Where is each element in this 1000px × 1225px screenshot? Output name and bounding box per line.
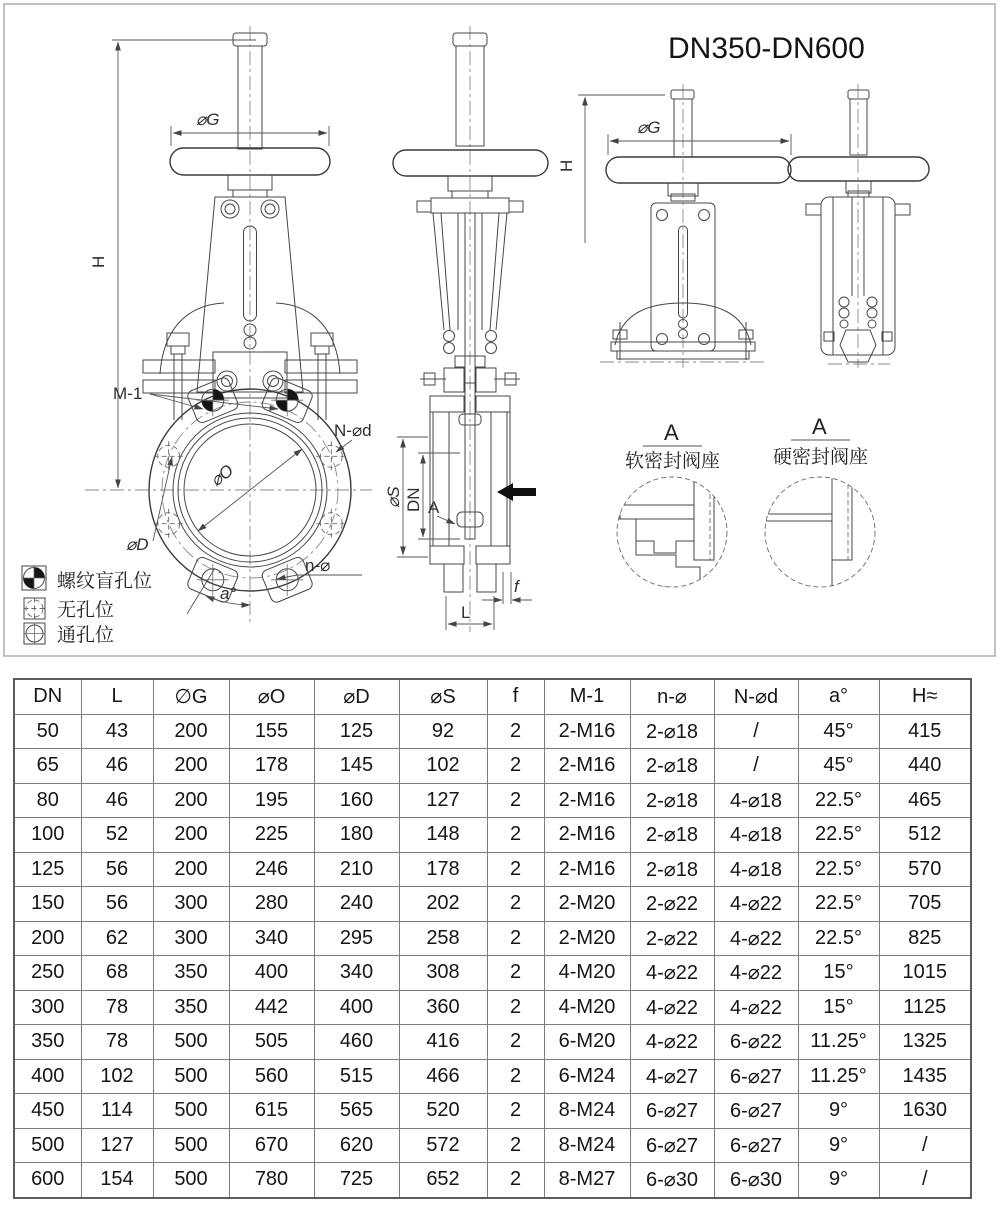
table-cell: 280 xyxy=(229,887,314,922)
table-cell: 114 xyxy=(81,1094,153,1129)
drawing-title: DN350-DN600 xyxy=(668,32,865,65)
dim-label-f: f xyxy=(514,577,519,596)
table-cell: 240 xyxy=(314,887,399,922)
table-cell: 125 xyxy=(314,714,399,749)
table-cell: 4-⌀18 xyxy=(714,852,798,887)
table-cell: 360 xyxy=(399,990,487,1025)
table-cell: 4-⌀22 xyxy=(714,887,798,922)
table-cell: 4-⌀22 xyxy=(630,956,714,991)
table-header xyxy=(14,679,971,714)
table-cell: 2-M16 xyxy=(544,714,630,749)
table-cell: 50 xyxy=(14,714,81,749)
dim-label-n-phi-d: N-⌀d xyxy=(334,421,372,440)
table-row xyxy=(14,1128,971,1163)
table-cell: 180 xyxy=(314,818,399,853)
table-cell: 2 xyxy=(487,749,544,784)
table-cell: 515 xyxy=(314,1059,399,1094)
col-header-phi-g: ∅G xyxy=(153,679,229,714)
table-row xyxy=(14,956,971,991)
table-cell: 45° xyxy=(798,714,879,749)
table-cell: 100 xyxy=(14,818,81,853)
table-row xyxy=(14,1094,971,1129)
dim-label-phi-s: ⌀S xyxy=(384,486,403,508)
table-cell: / xyxy=(714,714,798,749)
table-cell: 6-⌀30 xyxy=(714,1163,798,1198)
table-cell: 600 xyxy=(14,1163,81,1198)
table-cell: 2-M16 xyxy=(544,783,630,818)
table-cell: 4-⌀18 xyxy=(714,818,798,853)
table-cell: 15° xyxy=(798,990,879,1025)
table-cell: 2-⌀18 xyxy=(630,783,714,818)
dim-label-phi-d: ⌀D xyxy=(126,535,149,554)
table-cell: 4-⌀22 xyxy=(630,1025,714,1060)
table-cell: 9° xyxy=(798,1128,879,1163)
table-cell: 80 xyxy=(14,783,81,818)
table-cell: 154 xyxy=(81,1163,153,1198)
table-row xyxy=(14,1025,971,1060)
table-cell: 225 xyxy=(229,818,314,853)
table-cell: 2 xyxy=(487,714,544,749)
table-row xyxy=(14,783,971,818)
table-cell: 9° xyxy=(798,1163,879,1198)
table-cell: 825 xyxy=(879,921,971,956)
table-cell: 2-M16 xyxy=(544,852,630,887)
table-cell: 258 xyxy=(399,921,487,956)
table-cell: 148 xyxy=(399,818,487,853)
detail-label: A xyxy=(812,414,827,439)
table-cell: 350 xyxy=(153,990,229,1025)
table-cell: 1125 xyxy=(879,990,971,1025)
table-row xyxy=(14,921,971,956)
table-cell: 2 xyxy=(487,1163,544,1198)
col-header-l: L xyxy=(81,679,153,714)
table-cell: 6-⌀27 xyxy=(630,1094,714,1129)
dim-label-phi-o: ⌀O xyxy=(206,460,237,491)
table-body xyxy=(14,714,971,1198)
table-cell: 442 xyxy=(229,990,314,1025)
table-cell: 2 xyxy=(487,956,544,991)
table-cell: 2-M20 xyxy=(544,921,630,956)
table-cell: 6-⌀27 xyxy=(714,1094,798,1129)
table-cell: 22.5° xyxy=(798,921,879,956)
table-cell: 565 xyxy=(314,1094,399,1129)
table-cell: 45° xyxy=(798,749,879,784)
table-cell: 300 xyxy=(153,887,229,922)
table-cell: 4-M20 xyxy=(544,956,630,991)
table-cell: 705 xyxy=(879,887,971,922)
table-cell: 2-⌀18 xyxy=(630,749,714,784)
table-row xyxy=(14,852,971,887)
table-cell: 2 xyxy=(487,852,544,887)
table-cell: 350 xyxy=(153,956,229,991)
table-cell: 250 xyxy=(14,956,81,991)
table-cell: 652 xyxy=(399,1163,487,1198)
table-cell: 6-M24 xyxy=(544,1059,630,1094)
dim-label-a-deg: a° xyxy=(220,584,237,603)
table-cell: 1325 xyxy=(879,1025,971,1060)
legend-item-label: 通孔位 xyxy=(57,625,115,646)
table-cell: 200 xyxy=(153,749,229,784)
table-cell: 465 xyxy=(879,783,971,818)
table-row xyxy=(14,818,971,853)
table-cell: 340 xyxy=(314,956,399,991)
table-cell: 150 xyxy=(14,887,81,922)
table-cell: 308 xyxy=(399,956,487,991)
table-cell: 2 xyxy=(487,1059,544,1094)
table-cell: 8-M24 xyxy=(544,1094,630,1129)
table-cell: 570 xyxy=(879,852,971,887)
table-cell: 6-⌀30 xyxy=(630,1163,714,1198)
table-cell: 416 xyxy=(399,1025,487,1060)
table-cell: 92 xyxy=(399,714,487,749)
table-cell: 178 xyxy=(399,852,487,887)
detail-caption: 硬密封阀座 xyxy=(773,447,869,468)
table-cell: / xyxy=(879,1163,971,1198)
table-cell: 62 xyxy=(81,921,153,956)
table-cell: 450 xyxy=(14,1094,81,1129)
dim-label-a-callout: A xyxy=(428,498,440,517)
table-cell: 200 xyxy=(153,714,229,749)
table-cell: 2-⌀22 xyxy=(630,887,714,922)
table-cell: 560 xyxy=(229,1059,314,1094)
dim-label-l: L xyxy=(461,603,471,622)
table-row xyxy=(14,1059,971,1094)
col-header-n-phi-d: N-⌀d xyxy=(714,679,798,714)
table-cell: 8-M24 xyxy=(544,1128,630,1163)
dim-label-phi-g-right: ⌀G xyxy=(637,118,661,137)
table-cell: 46 xyxy=(81,749,153,784)
table-row xyxy=(14,714,971,749)
table-cell: 52 xyxy=(81,818,153,853)
table-cell: 160 xyxy=(314,783,399,818)
table-cell: 4-⌀22 xyxy=(714,921,798,956)
table-row xyxy=(14,749,971,784)
table-cell: 22.5° xyxy=(798,818,879,853)
table-cell: 780 xyxy=(229,1163,314,1198)
table-cell: 46 xyxy=(81,783,153,818)
table-cell: / xyxy=(879,1128,971,1163)
table-cell: 295 xyxy=(314,921,399,956)
table-cell: 200 xyxy=(14,921,81,956)
table-cell: 11.25° xyxy=(798,1025,879,1060)
table-cell: 78 xyxy=(81,990,153,1025)
table-cell: 1015 xyxy=(879,956,971,991)
col-header-n-phi: n-⌀ xyxy=(630,679,714,714)
table-cell: 200 xyxy=(153,852,229,887)
table-cell: 202 xyxy=(399,887,487,922)
col-header-phi-o: ⌀O xyxy=(229,679,314,714)
table-cell: 15° xyxy=(798,956,879,991)
table-cell: 2-M16 xyxy=(544,749,630,784)
table-row xyxy=(14,990,971,1025)
table-cell: 500 xyxy=(153,1128,229,1163)
table-cell: 400 xyxy=(314,990,399,1025)
dim-label-m1: M-1 xyxy=(113,384,143,403)
col-header-a-deg: a° xyxy=(798,679,879,714)
legend-item-label: 螺纹盲孔位 xyxy=(57,571,153,592)
table-cell: 2-⌀18 xyxy=(630,852,714,887)
table-cell: 500 xyxy=(153,1094,229,1129)
table-cell: 6-⌀27 xyxy=(714,1059,798,1094)
table-cell: 620 xyxy=(314,1128,399,1163)
table-cell: 2 xyxy=(487,990,544,1025)
table-cell: 300 xyxy=(14,990,81,1025)
table-cell: 56 xyxy=(81,887,153,922)
table-cell: 8-M27 xyxy=(544,1163,630,1198)
table-cell: 2 xyxy=(487,783,544,818)
legend-item-label: 无孔位 xyxy=(57,600,115,621)
table-cell: 572 xyxy=(399,1128,487,1163)
table-cell: 2 xyxy=(487,921,544,956)
table-cell: 125 xyxy=(14,852,81,887)
col-header-dn: DN xyxy=(14,679,81,714)
table-cell: 22.5° xyxy=(798,783,879,818)
table-cell: 6-⌀22 xyxy=(714,1025,798,1060)
table-cell: 9° xyxy=(798,1094,879,1129)
table-cell: 400 xyxy=(229,956,314,991)
table-cell: 4-M20 xyxy=(544,990,630,1025)
table-cell: 246 xyxy=(229,852,314,887)
table-cell: 200 xyxy=(153,783,229,818)
table-cell: 4-⌀18 xyxy=(714,783,798,818)
table-cell: 505 xyxy=(229,1025,314,1060)
table-cell: 2 xyxy=(487,887,544,922)
table-cell: 500 xyxy=(153,1163,229,1198)
table-cell: 415 xyxy=(879,714,971,749)
col-header-phi-s: ⌀S xyxy=(399,679,487,714)
dim-label-h: H xyxy=(89,255,108,268)
table-cell: 340 xyxy=(229,921,314,956)
table-cell: 68 xyxy=(81,956,153,991)
dim-label-h-right: H xyxy=(557,159,576,172)
table-cell: 4-⌀27 xyxy=(630,1059,714,1094)
table-cell: 127 xyxy=(81,1128,153,1163)
table-cell: 520 xyxy=(399,1094,487,1129)
table-cell: 460 xyxy=(314,1025,399,1060)
table-cell: 11.25° xyxy=(798,1059,879,1094)
table-cell: 195 xyxy=(229,783,314,818)
table-row xyxy=(14,887,971,922)
table-cell: 500 xyxy=(14,1128,81,1163)
table-cell: 6-⌀27 xyxy=(630,1128,714,1163)
table-cell: 102 xyxy=(81,1059,153,1094)
table-cell: 300 xyxy=(153,921,229,956)
dim-label-phi-g: ⌀G xyxy=(196,110,220,129)
table-cell: 2-⌀18 xyxy=(630,714,714,749)
table-header-row xyxy=(14,679,971,714)
table-cell: 4-⌀22 xyxy=(714,956,798,991)
table-cell: 145 xyxy=(314,749,399,784)
table-cell: 78 xyxy=(81,1025,153,1060)
table-cell: 22.5° xyxy=(798,887,879,922)
table-cell: 2-M16 xyxy=(544,818,630,853)
table-cell: 350 xyxy=(14,1025,81,1060)
detail-label: A xyxy=(664,420,679,445)
table-cell: 2 xyxy=(487,1128,544,1163)
col-header-m1: M-1 xyxy=(544,679,630,714)
table-cell: 200 xyxy=(153,818,229,853)
table-cell: 22.5° xyxy=(798,852,879,887)
table-cell: 400 xyxy=(14,1059,81,1094)
table-cell: 4-⌀22 xyxy=(714,990,798,1025)
col-header-phi-d: ⌀D xyxy=(314,679,399,714)
detail-caption: 软密封阀座 xyxy=(625,451,721,472)
table-cell: 4-⌀22 xyxy=(630,990,714,1025)
dim-label-n-phi: n-⌀ xyxy=(305,556,331,575)
table-cell: 500 xyxy=(153,1059,229,1094)
table-cell: 2 xyxy=(487,1094,544,1129)
table-cell: 6-M20 xyxy=(544,1025,630,1060)
table-cell: 466 xyxy=(399,1059,487,1094)
table-cell: 178 xyxy=(229,749,314,784)
table-cell: 440 xyxy=(879,749,971,784)
table-cell: 127 xyxy=(399,783,487,818)
table-cell: 725 xyxy=(314,1163,399,1198)
table-cell: 512 xyxy=(879,818,971,853)
table-cell: 2 xyxy=(487,818,544,853)
table-cell: 65 xyxy=(14,749,81,784)
table-cell: 1630 xyxy=(879,1094,971,1129)
table-cell: 210 xyxy=(314,852,399,887)
table-cell: 670 xyxy=(229,1128,314,1163)
table-cell: 2 xyxy=(487,1025,544,1060)
col-header-h-approx: H≈ xyxy=(879,679,971,714)
table-cell: 43 xyxy=(81,714,153,749)
dimension-table xyxy=(13,678,972,1199)
table-cell: 102 xyxy=(399,749,487,784)
table-row xyxy=(14,1163,971,1198)
table-cell: 56 xyxy=(81,852,153,887)
table-cell: 6-⌀27 xyxy=(714,1128,798,1163)
table-cell: 1435 xyxy=(879,1059,971,1094)
table-cell: 2-⌀22 xyxy=(630,921,714,956)
table-cell: 2-M20 xyxy=(544,887,630,922)
table-cell: 155 xyxy=(229,714,314,749)
table-cell: 500 xyxy=(153,1025,229,1060)
table-cell: 615 xyxy=(229,1094,314,1129)
table-cell: / xyxy=(714,749,798,784)
table-cell: 2-⌀18 xyxy=(630,818,714,853)
col-header-f: f xyxy=(487,679,544,714)
dim-label-dn: DN xyxy=(404,487,423,512)
